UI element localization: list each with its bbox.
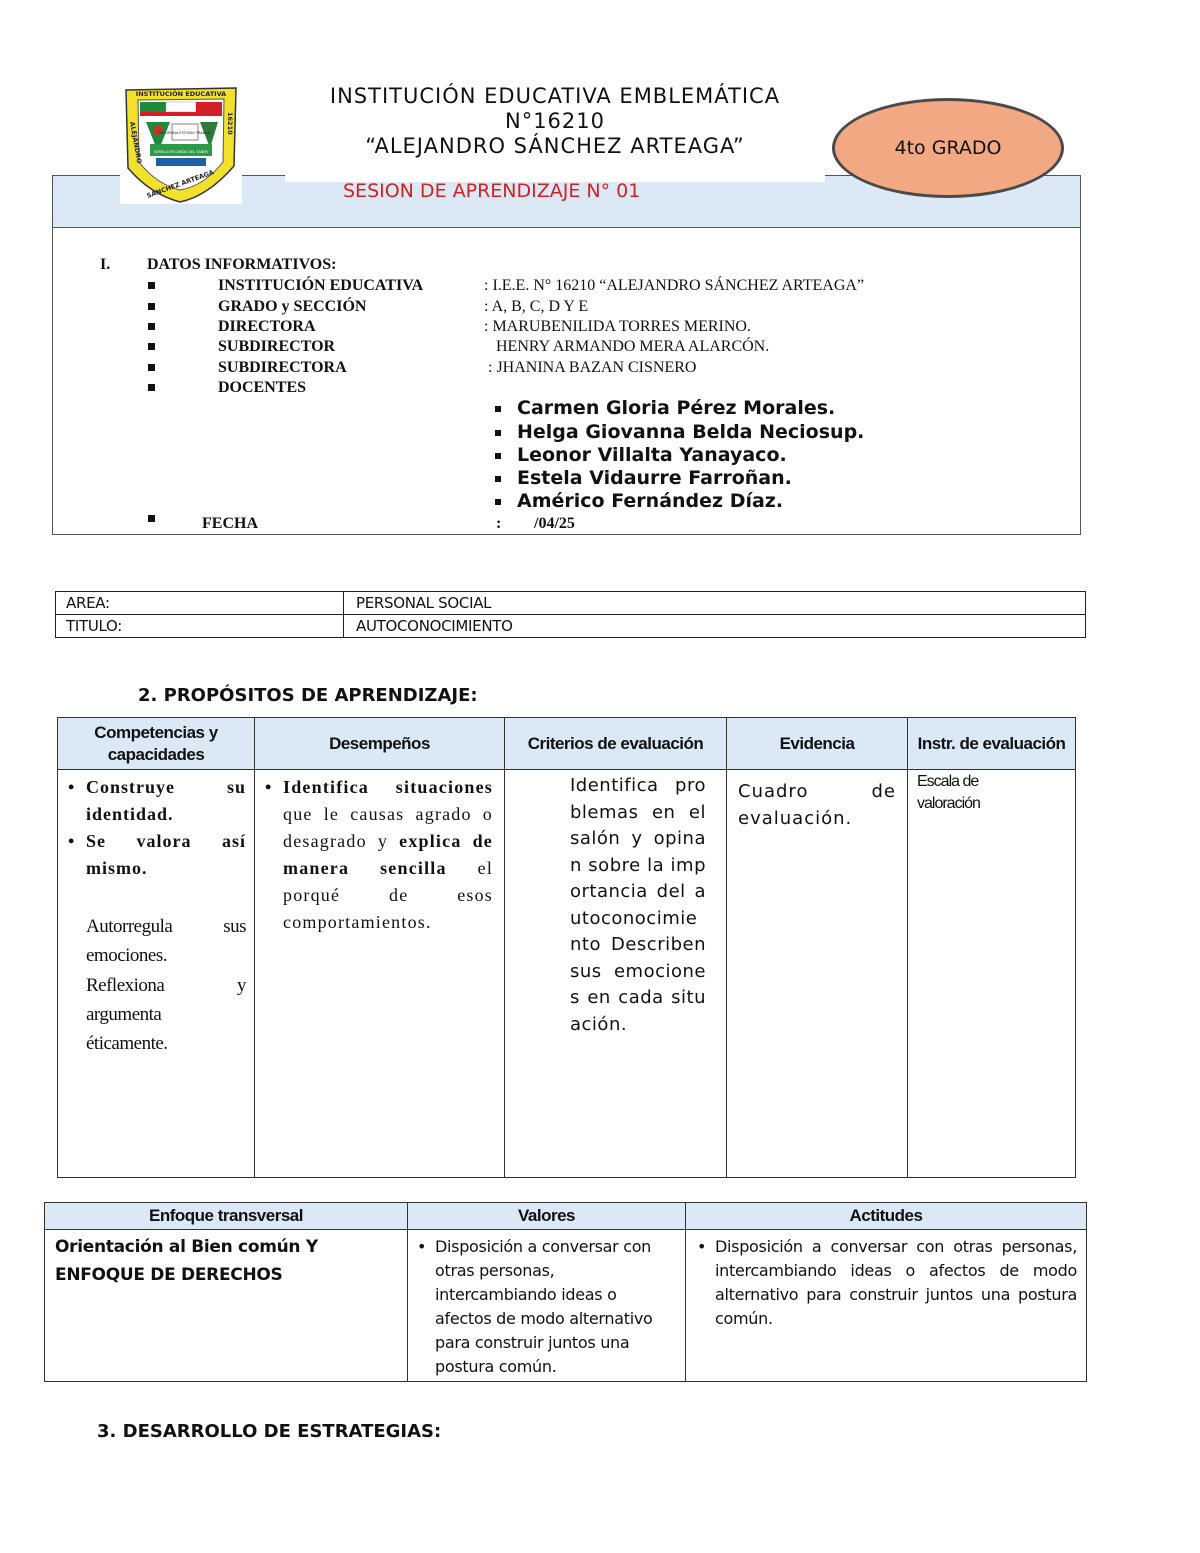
header-enfoque: Enfoque transversal [45,1203,407,1230]
competencia-autorregula: Autorregula sus emociones. [86,916,246,966]
competencia-reflexiona: Reflexiona y argumenta éticamente. [86,975,246,1054]
row-value-grado: : A, B, C, D Y E [484,298,589,315]
header-instrumento: Instr. de evaluación [908,718,1075,770]
logo-banner-text: DISCIPLINA ESTUDIO TRABAJO [158,131,212,135]
titulo-label: TITULO: [66,617,123,635]
instrumento-text: Escala de valoración [917,773,980,812]
area-label: AREA: [66,594,110,612]
competencia-bullet-2: • Se valora así mismo. [68,831,246,878]
enfoque-text: Orientación al Bien común Y ENFOQUE DE DERECHOS [55,1237,318,1285]
datos-numeral: I. [100,256,111,273]
propositos-table [57,717,1076,1178]
bullet-square [148,384,155,391]
row-value-directora: : MARUBENILIDA TORRES MERINO. [484,318,751,335]
bullet-square [148,323,155,330]
institution-title-line2: N°16210 [504,109,605,133]
desempeno-bold-1: Identifica situaciones [283,777,493,797]
evidencia-text: Cuadro de evaluación. [738,781,896,829]
row-value-subdirectora: : JHANINA BAZAN CISNERO [488,359,697,376]
desempeno-text-2: el porqué de esos comportamientos. [283,858,494,932]
bullet-square [148,303,155,310]
grade-label: 4to GRADO [894,137,1002,159]
row-label-directora: DIRECTORA [218,318,316,335]
school-crest-logo [120,82,242,204]
docente-item: Carmen Gloria Pérez Morales. [495,397,835,419]
row-value-institucion: : I.E.E. N° 16210 “ALEJANDRO SÁNCHEZ ARTEAGA” [484,277,865,294]
competencia-bullet-1: • Construye su identidad. [68,777,246,824]
desempeno-bold-2: explica de manera sencilla [283,831,493,878]
institution-title-line3: “ALEJANDRO SÁNCHEZ ARTEAGA” [365,134,745,158]
desarrollo-title: 3. DESARROLLO DE ESTRATEGIAS: [97,1421,442,1442]
grade-badge [832,98,1064,198]
bullet-square [148,364,155,371]
area-titulo-table [55,591,1086,638]
row-label-grado: GRADO y SECCIÓN [218,298,367,315]
logo-left-text: ALEJANDRO [128,120,144,165]
institution-title-line1: INSTITUCIÓN EDUCATIVA EMBLEMÁTICA [329,84,781,108]
bullet-square [148,515,155,522]
fecha-value: /04/25 [534,515,575,532]
enfoque-table [44,1202,1087,1382]
row-label-institucion: INSTITUCIÓN EDUCATIVA [218,277,424,294]
criterios-text: Identifica problemas en el salón y opinan sobre la importancia del autoconocimiento Describen sus emociones en cada situación. [570,775,706,1035]
header-white-band [285,160,825,182]
logo-top-text: INSTITUCIÓN EDUCATIVA [135,90,227,98]
header-actitudes: Actitudes [686,1203,1086,1230]
docente-item: Américo Fernández Díaz. [495,490,783,512]
docente-item: Estela Vidaurre Farroñan. [495,467,792,489]
fecha-colon: : [496,515,502,532]
row-value-subdirector: HENRY ARMANDO MERA ALARCÓN. [496,338,770,355]
valores-text: • Disposición a conversar con otras personas, intercambiando ideas o afectos de modo alternativo para construir juntos una postura común. [417,1237,653,1376]
row-label-docentes: DOCENTES [218,379,307,396]
bullet-square [148,343,155,350]
area-value: PERSONAL SOCIAL [356,594,492,612]
header-desempenos: Desempeños [255,718,504,770]
datos-heading: DATOS INFORMATIVOS: [147,256,337,273]
desempeno-text: • Identifica situaciones que le causas agrado o desagrado y explica de manera sencilla el porqué de esos comportamientos. [265,777,494,932]
logo-motto-text: SEMILLA FECUNDA DEL SABER [154,150,208,154]
header-valores: Valores [408,1203,685,1230]
header-evidencia: Evidencia [727,718,907,770]
propositos-title: 2. PROPÓSITOS DE APRENDIZAJE: [138,685,478,706]
header-competencias: Competencias y capacidades [58,718,254,770]
session-title: SESION DE APRENDIZAJE N° 01 [343,180,641,202]
logo-bottom-text: SÁNCHEZ ARTEAGA [145,168,215,200]
docente-item: Helga Giovanna Belda Neciosup. [495,421,864,443]
actitudes-text: • Disposición a conversar con otras personas, intercambiando ideas o afectos de modo alternativo para construir juntos una postura común. [697,1237,1077,1328]
row-label-subdirectora: SUBDIRECTORA [218,359,347,376]
desempeno-text-1: que le causas agrado o desagrado y [283,804,493,851]
fecha-label: FECHA [202,515,258,532]
logo-right-text: 16210 [226,112,234,135]
bullet-square [148,282,155,289]
titulo-value: AUTOCONOCIMIENTO [356,617,513,635]
row-label-subdirector: SUBDIRECTOR [218,338,336,355]
docente-item: Leonor Villalta Yanayaco. [495,444,787,466]
header-criterios: Criterios de evaluación [505,718,726,770]
